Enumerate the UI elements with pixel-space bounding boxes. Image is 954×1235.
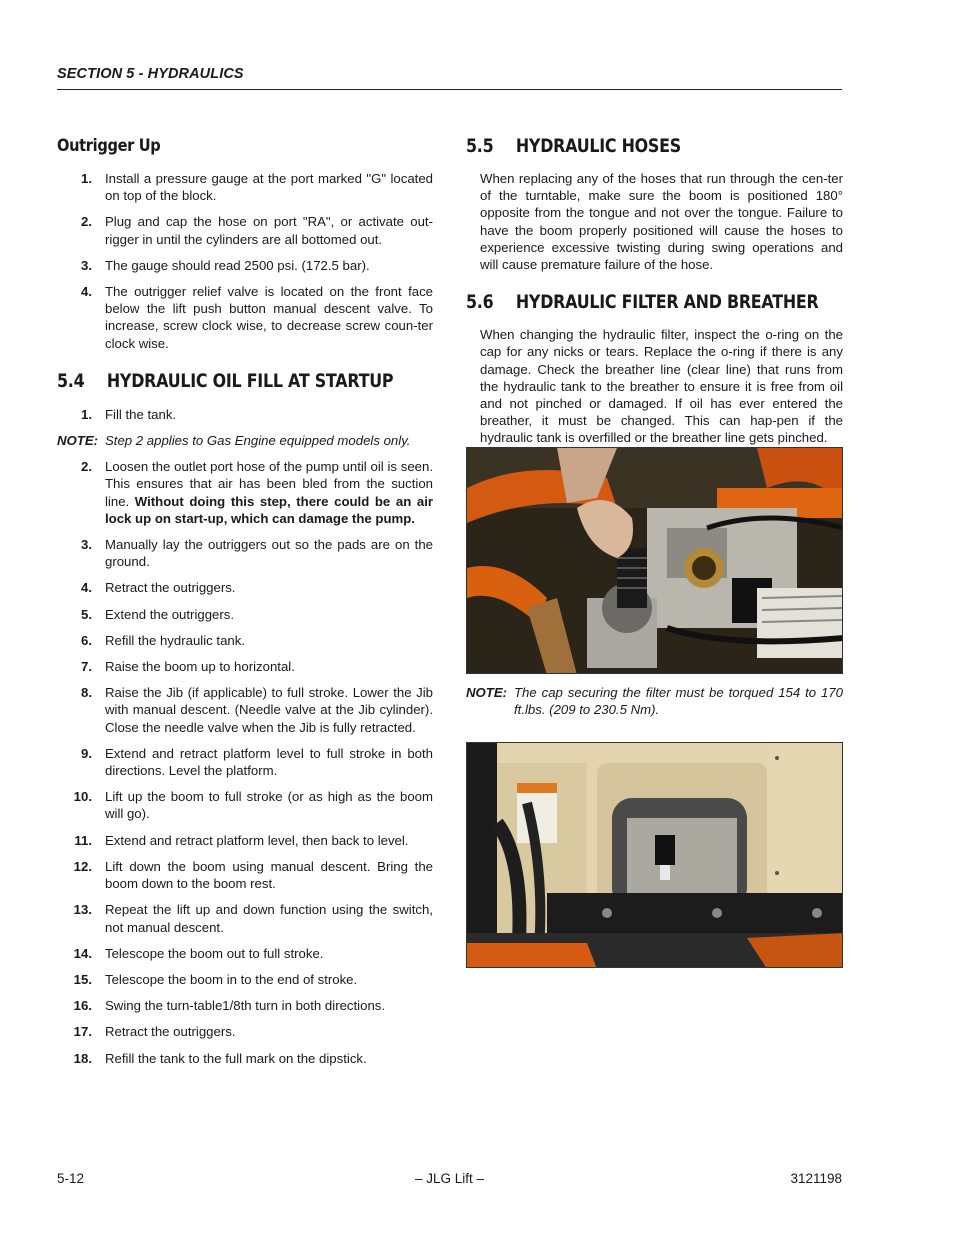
- step-number: 1.: [81, 406, 92, 422]
- step-number: 3.: [81, 257, 92, 273]
- torque-note: [466, 684, 843, 718]
- section-title: HYDRAULIC OIL FILL AT STARTUP: [106, 370, 394, 392]
- list-item: [57, 971, 433, 988]
- section-title: SECTION 5 - HYDRAULICS: [57, 66, 244, 82]
- step-number: 3.: [81, 537, 92, 553]
- page-number: 5-12: [57, 1171, 85, 1186]
- step-number: 6.: [81, 632, 92, 648]
- step-text: Extend and retract platform level to full stroke in both directions. Level the platform.: [105, 745, 433, 779]
- step-number: 11.: [74, 832, 92, 848]
- section-title: HYDRAULIC FILTER AND BREATHER: [515, 292, 819, 314]
- list-item: [57, 170, 433, 204]
- step-text: Raise the boom up to horizontal.: [105, 659, 295, 675]
- list-item: [57, 257, 433, 274]
- hoses-paragraph: When replacing any of the hoses that run through the cen-ter of the turntable, make sure the boom is positioned 180° opposite from the tongue and not over the tongue. Failure to have the boom properly positioned will cause the hoses to experience excessive twisting during swing operations and will cause premature failure of the hose.: [480, 171, 843, 273]
- step-number: 15.: [73, 971, 92, 987]
- note-text: Step 2 applies to Gas Engine equipped models only.: [105, 433, 411, 449]
- filter-photo-image: [467, 448, 843, 674]
- page-header: [57, 66, 842, 90]
- left-column: [57, 133, 433, 1076]
- breather-photo: [466, 742, 843, 968]
- step-text: Plug and cap the hose on port "RA", or activate out-rigger in until the cylinders are all bottomed out.: [105, 214, 433, 247]
- step-text: Telescope the boom in to the end of stroke.: [105, 971, 358, 987]
- list-item: [57, 832, 433, 849]
- step-text: Retract the outriggers.: [105, 1024, 236, 1040]
- step-text: Extend and retract platform level, then back to level.: [105, 832, 409, 848]
- startup-steps-list-b: [57, 458, 433, 1066]
- section-number: 5.6: [466, 292, 494, 314]
- list-item: [57, 458, 433, 527]
- step-number: 4.: [81, 580, 92, 596]
- step-number: 2.: [81, 459, 92, 475]
- step-text-warning: Without doing this step, there could be an air lock up on start-up, which can damage the pump.: [105, 493, 433, 526]
- step-number: 13.: [73, 902, 92, 918]
- step-text: Refill the hydraulic tank.: [105, 632, 246, 648]
- step-text: [105, 458, 433, 527]
- list-item: [57, 606, 433, 623]
- list-item: [57, 684, 433, 736]
- section-number: 5.4: [57, 370, 85, 392]
- section-5-4-heading: [57, 368, 394, 396]
- list-item: [57, 945, 433, 962]
- step-text: Manually lay the outriggers out so the pads are on the ground.: [105, 537, 433, 570]
- list-item: [57, 745, 433, 779]
- filter-paragraph: When changing the hydraulic filter, inspect the o-ring on the cap for any nicks or tears. Replace the o-ring if there is any damage. Check the breather line (clear line) that runs from the hydraulic tank to the breather to ensure it is free from oil and not pinched or damaged. If oil has ever entered the breather, it must be changed. This can hap-pen if the hydraulic tank is overfilled or the breather line gets pinched.: [480, 327, 843, 446]
- step-number: 9.: [81, 745, 92, 761]
- section-5-5-heading: [466, 133, 790, 161]
- step-number: 18.: [73, 1050, 92, 1066]
- outrigger-up-heading: Outrigger Up: [57, 136, 161, 156]
- note-label: NOTE:: [57, 433, 99, 449]
- step-text: Fill the tank.: [105, 406, 177, 422]
- filter-photo: [466, 447, 843, 674]
- page-footer: [57, 1170, 842, 1188]
- step-number: 10.: [73, 789, 92, 805]
- step-number: 4.: [81, 284, 92, 300]
- section-number: 5.5: [466, 136, 494, 157]
- section-5-6-heading: [466, 289, 819, 317]
- list-item: [57, 658, 433, 675]
- step-number: 7.: [81, 659, 92, 675]
- note-label: NOTE:: [466, 684, 508, 700]
- list-item: [57, 283, 433, 352]
- step-number: 17.: [73, 1024, 92, 1040]
- list-item: [57, 406, 433, 423]
- step-number: 8.: [81, 685, 92, 701]
- step-number: 5.: [81, 606, 92, 622]
- right-column: [466, 133, 843, 968]
- document-number: 3121198: [790, 1171, 842, 1186]
- list-item: [57, 632, 433, 649]
- list-item: [57, 788, 433, 822]
- outrigger-steps-list: [57, 170, 433, 352]
- list-item: [57, 997, 433, 1014]
- step-text: Swing the turn-table1/8th turn in both directions.: [105, 998, 386, 1014]
- gas-engine-note: [57, 432, 433, 449]
- step-text: Lift down the boom using manual descent. Bring the boom down to the boom rest.: [105, 858, 433, 892]
- breather-photo-image: [467, 743, 843, 968]
- step-text: Install a pressure gauge at the port marked "G" located on top of the block.: [105, 171, 433, 204]
- startup-steps-list-a: [57, 406, 433, 423]
- list-item: [57, 1023, 433, 1040]
- step-text: Raise the Jib (if applicable) to full stroke. Lower the Jib with manual descent. (Needle valve at the Jib cylinder). Close the needle valve when the Jib is fully retracted.: [105, 685, 433, 735]
- step-number: 14.: [73, 945, 92, 961]
- list-item: [57, 901, 433, 935]
- step-number: 16.: [73, 998, 92, 1014]
- step-number: 1.: [81, 171, 92, 186]
- step-text: Telescope the boom out to full stroke.: [105, 945, 324, 961]
- step-number: 2.: [81, 214, 92, 230]
- note-text: The cap securing the filter must be torqued 154 to 170 ft.lbs. (209 to 230.5 Nm).: [514, 684, 843, 717]
- step-text: The outrigger relief valve is located on the front face below the lift push button manual descent valve. To increase, screw clock wise, to decrease screw coun-ter clock wise.: [105, 284, 433, 351]
- step-text-regular: Loosen the outlet port hose of the pump until oil is seen. This ensures that air has been bled from the suction line.: [105, 459, 433, 509]
- list-item: [57, 1050, 433, 1067]
- section-title: HYDRAULIC HOSES: [515, 136, 681, 157]
- list-item: [57, 213, 433, 247]
- step-text: Repeat the lift up and down function using the switch, not manual descent.: [105, 902, 433, 935]
- step-number: 12.: [73, 858, 92, 874]
- step-text: Lift up the boom to full stroke (or as high as the boom will go).: [105, 789, 433, 822]
- step-text: Retract the outriggers.: [105, 580, 236, 596]
- list-item: [57, 579, 433, 596]
- step-text: Refill the tank to the full mark on the dipstick.: [105, 1050, 367, 1066]
- list-item: [57, 858, 433, 892]
- step-text: Extend the outriggers.: [105, 606, 235, 622]
- step-text: The gauge should read 2500 psi. (172.5 bar).: [105, 257, 370, 273]
- footer-brand: – JLG Lift –: [414, 1171, 485, 1186]
- list-item: [57, 536, 433, 570]
